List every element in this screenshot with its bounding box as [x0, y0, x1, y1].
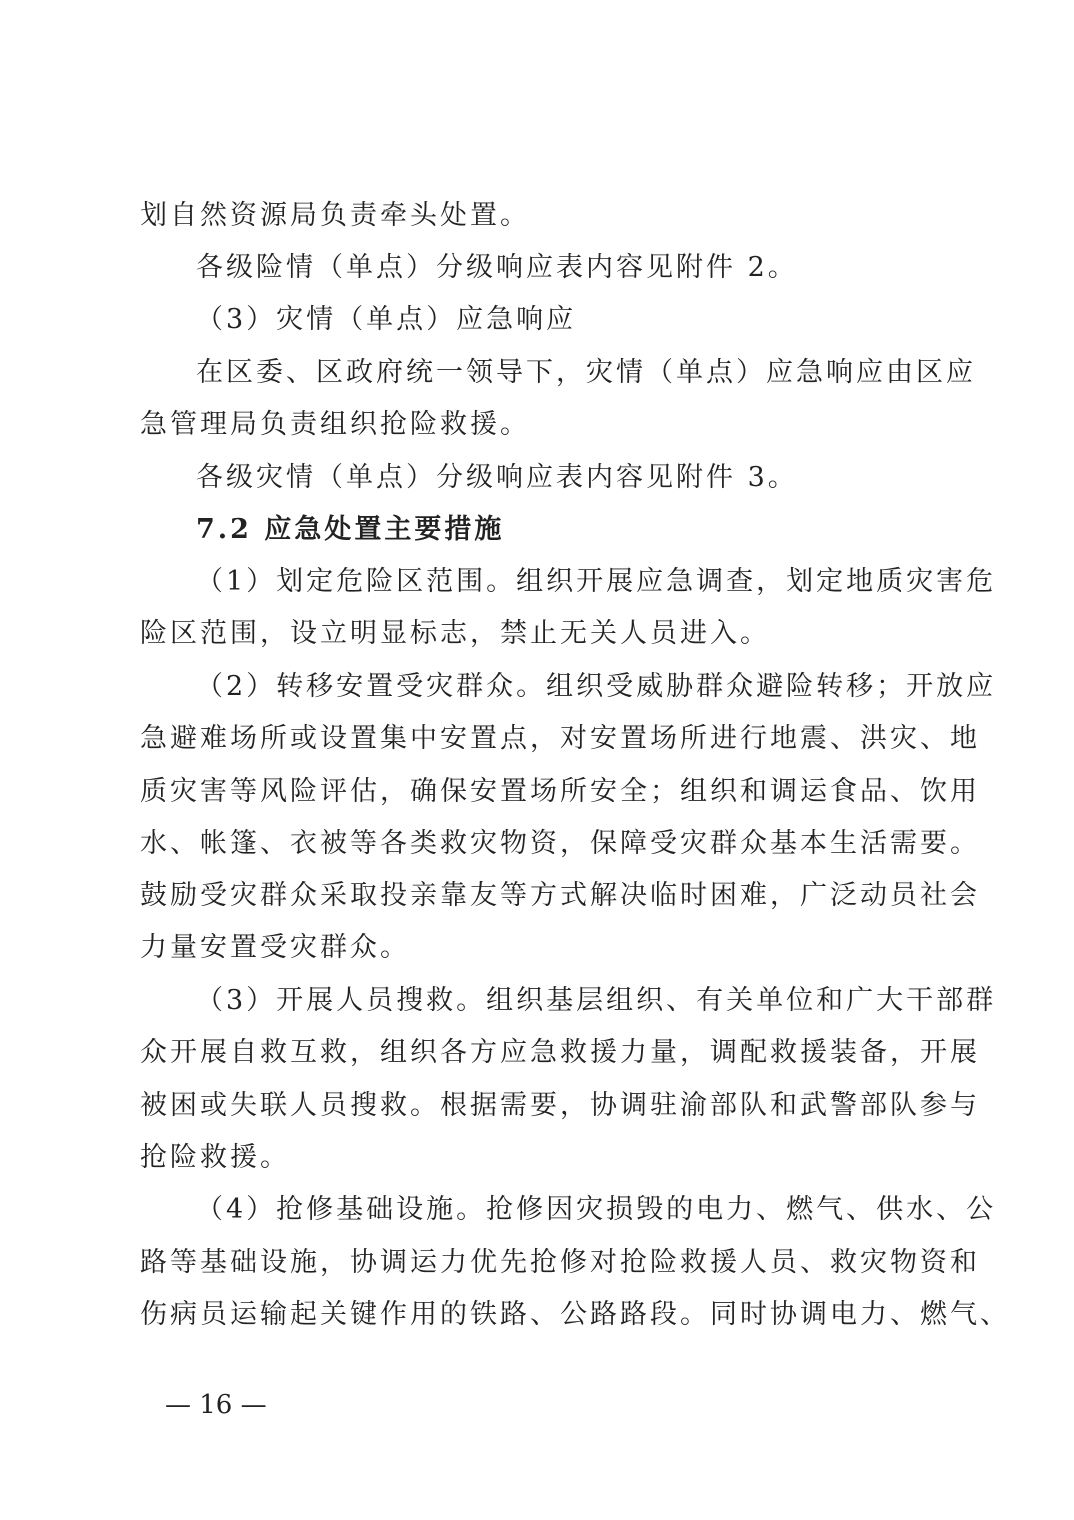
- text-line: 抢险救援。: [140, 1142, 290, 1173]
- text-line: 急管理局负责组织抢险救援。: [140, 409, 530, 440]
- text-line: 各级险情（单点）分级响应表内容见附件 2。: [196, 252, 798, 283]
- text-line: 各级灾情（单点）分级响应表内容见附件 3。: [196, 462, 798, 493]
- text-line: 伤病员运输起关键作用的铁路、公路路段。同时协调电力、燃气、: [140, 1299, 1010, 1330]
- text-line: （4）抢修基础设施。抢修因灾损毁的电力、燃气、供水、公: [196, 1194, 997, 1225]
- text-line: 在区委、区政府统一领导下，灾情（单点）应急响应由区应: [196, 357, 976, 388]
- page-number: — 16 —: [165, 1390, 267, 1420]
- subsection-heading: （3）灾情（单点）应急响应: [196, 304, 577, 335]
- text-line: （1）划定危险区范围。组织开展应急调查，划定地质灾害危: [196, 566, 997, 597]
- text-line: （2）转移安置受灾群众。组织受威胁群众避险转移；开放应: [196, 671, 997, 702]
- text-line: 水、帐篷、衣被等各类救灾物资，保障受灾群众基本生活需要。: [140, 828, 980, 859]
- text-line: 力量安置受灾群众。: [140, 932, 410, 963]
- text-line: 划自然资源局负责牵头处置。: [140, 200, 530, 231]
- text-line: 险区范围，设立明显标志，禁止无关人员进入。: [140, 618, 770, 649]
- section-heading: 7.2 应急处置主要措施: [196, 514, 505, 545]
- text-line: 众开展自救互救，组织各方应急救援力量，调配救援装备，开展: [140, 1037, 980, 1068]
- text-line: 急避难场所或设置集中安置点，对安置场所进行地震、洪灾、地: [140, 723, 980, 754]
- text-line: （3）开展人员搜救。组织基层组织、有关单位和广大干部群: [196, 985, 997, 1016]
- text-line: 鼓励受灾群众采取投亲靠友等方式解决临时困难，广泛动员社会: [140, 880, 980, 911]
- text-line: 质灾害等风险评估，确保安置场所安全；组织和调运食品、饮用: [140, 776, 980, 807]
- text-line: 路等基础设施，协调运力优先抢修对抢险救援人员、救灾物资和: [140, 1247, 980, 1278]
- text-line: 被困或失联人员搜救。根据需要，协调驻渝部队和武警部队参与: [140, 1090, 980, 1121]
